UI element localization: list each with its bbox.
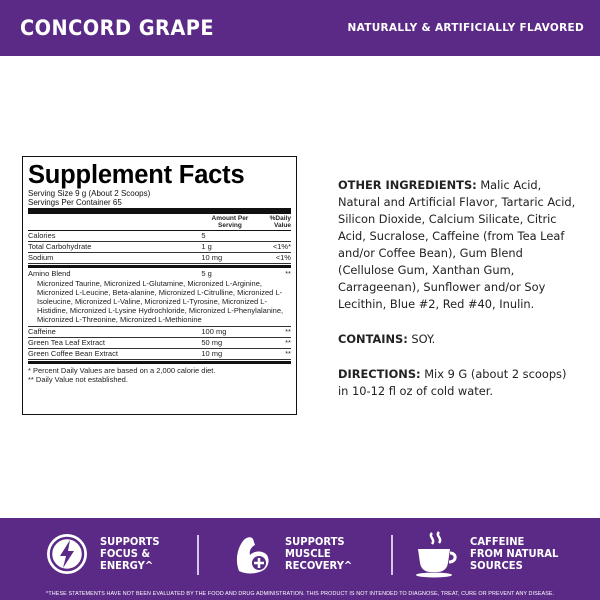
nutrient-name: Green Tea Leaf Extract [28, 338, 105, 347]
blend-dv: ** [285, 269, 291, 278]
servings-per-container: Servings Per Container 65 [28, 198, 122, 207]
blend-ingredients: Micronized Taurine, Micronized L-Glutamine, Micronized L-Arginine, Micronized L-Leucine, Beta-alanine, Micronized L-Citrulline, Micronized L-Isoleucine, Micronized L-Valine, Micronized L-Tyrosine, Micronized L-Histidine, Micronized L-Lysine Hydrochloride, Micronized L-Phenylalanine, Micronized L-Threonine, Micronized L-Methionine [28, 279, 291, 327]
nutrient-amount: 10 mg [201, 349, 223, 358]
facts-header-row [28, 215, 291, 231]
nutrient-dv [258, 231, 291, 241]
other-ingredients-text: Malic Acid, Natural and Artificial Flavor, Tartaric Acid, Silicon Dioxide, Calcium Silicate, Citric Acid, Sucralose, Caffeine (from Tea Leaf and/or Coffee Bean), Gum Blend (Cellulose Gum, Xanthan Gum, Carrageenan), Sunflower and/or Soy Lecithin, Blue #2, Red #40, Inulin. [338, 178, 576, 311]
coffee-cup-icon [410, 527, 464, 581]
lightning-bolt-icon [40, 527, 94, 581]
header-amount: Amount Per Serving [211, 215, 249, 229]
nutrient-dv: ** [285, 338, 291, 347]
flavor-name: CONCORD GRAPE [20, 16, 215, 40]
nutrient-amount: 1 g [201, 242, 212, 251]
other-ingredients-label: OTHER INGREDIENTS: [338, 178, 477, 192]
footnote-percent: * Percent Daily Values are based on a 2,000 calorie diet. [28, 366, 216, 375]
nutrient-amount: 100 mg [201, 327, 227, 336]
contains [338, 331, 578, 348]
supplement-facts-panel [22, 156, 297, 415]
nutrient-amount: 50 mg [201, 338, 223, 347]
directions-label: DIRECTIONS: [338, 367, 421, 381]
benefit-muscle-recovery [225, 527, 356, 581]
facts-divider-thick [28, 208, 291, 214]
facts-row [28, 253, 291, 264]
facts-header-spacer [28, 215, 201, 229]
nutrient-name: Green Coffee Bean Extract [28, 349, 118, 358]
blend-amount: 5 g [201, 269, 212, 278]
bottom-banner [0, 518, 600, 600]
benefit-text: CAFFEINE FROM NATURAL SOURCES [470, 536, 559, 572]
blend-row [28, 269, 291, 279]
facts-row [28, 231, 291, 242]
nutrient-amount: 5 [201, 231, 206, 240]
serving-size: Serving Size 9 g (About 2 Scoops) [28, 189, 151, 198]
benefit-caffeine [410, 527, 563, 581]
facts-title: Supplement Facts [28, 161, 245, 189]
nutrient-dv: ** [285, 327, 291, 336]
ingredients-info [338, 177, 578, 418]
nutrient-dv: <1%* [272, 242, 291, 251]
other-ingredients [338, 177, 578, 313]
nutrient-name: Sodium [28, 253, 54, 262]
benefit-divider [197, 535, 199, 575]
benefit-text: SUPPORTS FOCUS & ENERGY^ [100, 536, 160, 572]
directions [338, 366, 578, 400]
nutrient-dv: <1% [275, 253, 291, 262]
facts-divider-medium [28, 265, 291, 268]
facts-divider-bottom [28, 361, 291, 364]
flavor-note: NATURALLY & ARTIFICIALLY FLAVORED [347, 22, 584, 34]
contains-text: SOY. [407, 332, 436, 346]
facts-row [28, 242, 291, 253]
nutrient-name: Caffeine [28, 327, 56, 336]
header-daily-value: %Daily Value [269, 215, 291, 229]
blend-name: Amino Blend [28, 269, 71, 278]
fda-disclaimer: ^THESE STATEMENTS HAVE NOT BEEN EVALUATED BY THE FOOD AND DRUG ADMINISTRATION. THIS PRODUCT IS NOT INTENDED TO DIAGNOSE, TREAT, CURE OR PREVENT ANY DISEASE. [45, 591, 555, 597]
flexed-arm-icon [225, 527, 279, 581]
directions-text: Mix 9 G (about 2 scoops) in 10-12 fl oz of cold water. [338, 367, 567, 398]
facts-row [28, 338, 291, 349]
facts-row [28, 349, 291, 360]
contains-label: CONTAINS: [338, 332, 408, 346]
nutrient-name: Calories [28, 231, 56, 240]
benefit-divider [391, 535, 393, 575]
nutrient-dv: ** [285, 349, 291, 358]
top-banner [0, 0, 600, 56]
nutrient-amount: 10 mg [201, 253, 223, 262]
benefit-text: SUPPORTS MUSCLE RECOVERY^ [285, 536, 353, 572]
benefit-focus-energy [40, 527, 163, 581]
facts-row [28, 327, 291, 338]
nutrient-name: Total Carbohydrate [28, 242, 92, 251]
footnote-not-established: ** Daily Value not established. [28, 374, 128, 384]
